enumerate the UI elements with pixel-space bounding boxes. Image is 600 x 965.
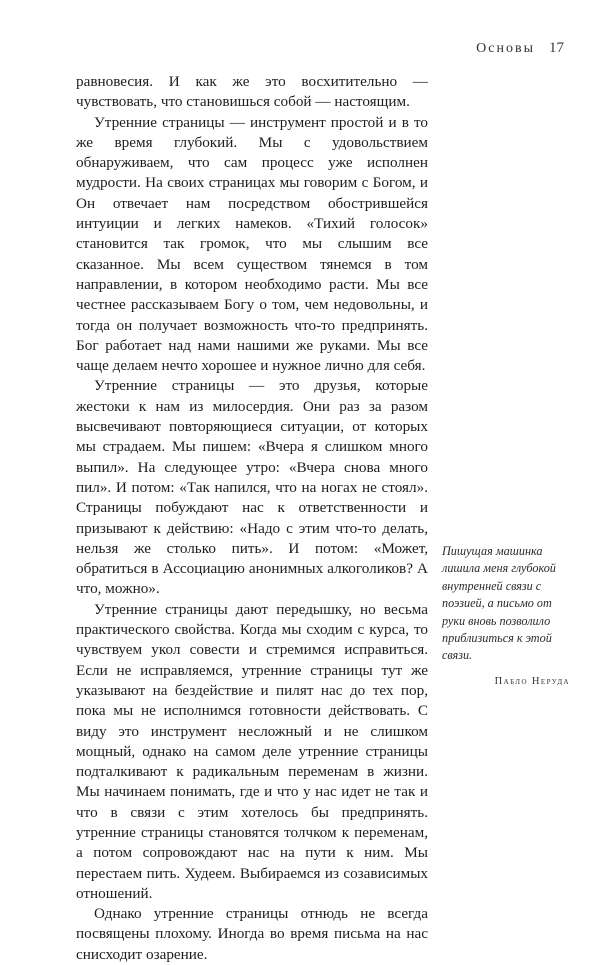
running-head bbox=[476, 40, 564, 57]
section-title: Основы bbox=[476, 41, 535, 56]
paragraph-1: равновесия. И как же это восхитительно — чувствовать, что становишься собой — настоящим. bbox=[76, 73, 428, 111]
paragraph-3: Утренние страницы — это друзья, которые жестоки к нам из милосердия. Они раз за разом высвечивают повторяющиеся ситуации, от которых мы страдаем. Мы пишем: «Вчера я слишком много выпил». На следующее утро: «Вчера снова много пил». И потом: «Так напился, что на ногах не стоял». Страницы побуждают нас к ответственности и призывают к действию: «Надо с этим что-то делать, нельзя же столько пить». И потом: «Может, обратиться в Ассоциацию анонимных алкоголиков? А что, можно». bbox=[76, 377, 428, 598]
main-text bbox=[76, 72, 428, 965]
page-number: 17 bbox=[549, 40, 564, 56]
paragraph-4: Утренние страницы дают передышку, но весьма практического свойства. Когда мы сходим с курса, то чувствуем укол совести и стремимся исправиться. Если не исправляемся, утренние страницы тут же указывают на бездействие и пилят нас до тех пор, пока мы не исполнимся готовности действовать. С виду это инструмент несложный и не слишком мощный, однако на самом деле утренние страницы подталкивают к радикальным переменам в жизни. Мы начинаем понимать, где и что у нас идет не так и что в связи с этим хотелось бы предпринять. утренние страницы становятся толчком к переменам, а потом сопровождают нас на пути к ним. Мы перестаем пить. Худеем. Выбираемся из созависимых отношений. bbox=[76, 600, 428, 902]
paragraph-2: Утренние страницы — инструмент простой и в то же время глубокий. Мы с удовольствием обнаруживаем, что сам процесс уже исполнен мудрости. На своих страницах мы говорим с Богом, и Он отвечает нам посредством обострившейся интуиции и легких намеков. «Тихий голосок» становится так громок, что мы слышим все сказанное. Мы всем существом тянемся в том направлении, в котором необходимо расти. Мы все честнее рассказываем Богу о том, чем недовольны, и тогда он получает возможность что-то предпринять. Бог работает над нами нашими же руками. Мы все чаще делаем нечто хорошее и нужное лично для себя. bbox=[76, 113, 428, 375]
quote-text: Пишущая машинка лишила меня глубокой внутренней связи с поэзией, а письмо от руки вновь позволило приблизиться к этой связи. bbox=[442, 544, 556, 663]
paragraph-5: Однако утренние страницы отнюдь не всегда посвящены плохому. Иногда во время письма на нас снисходит озарение. bbox=[76, 905, 428, 963]
sidebar-quote bbox=[442, 543, 570, 690]
quote-author: Пабло Неруда bbox=[494, 675, 570, 687]
